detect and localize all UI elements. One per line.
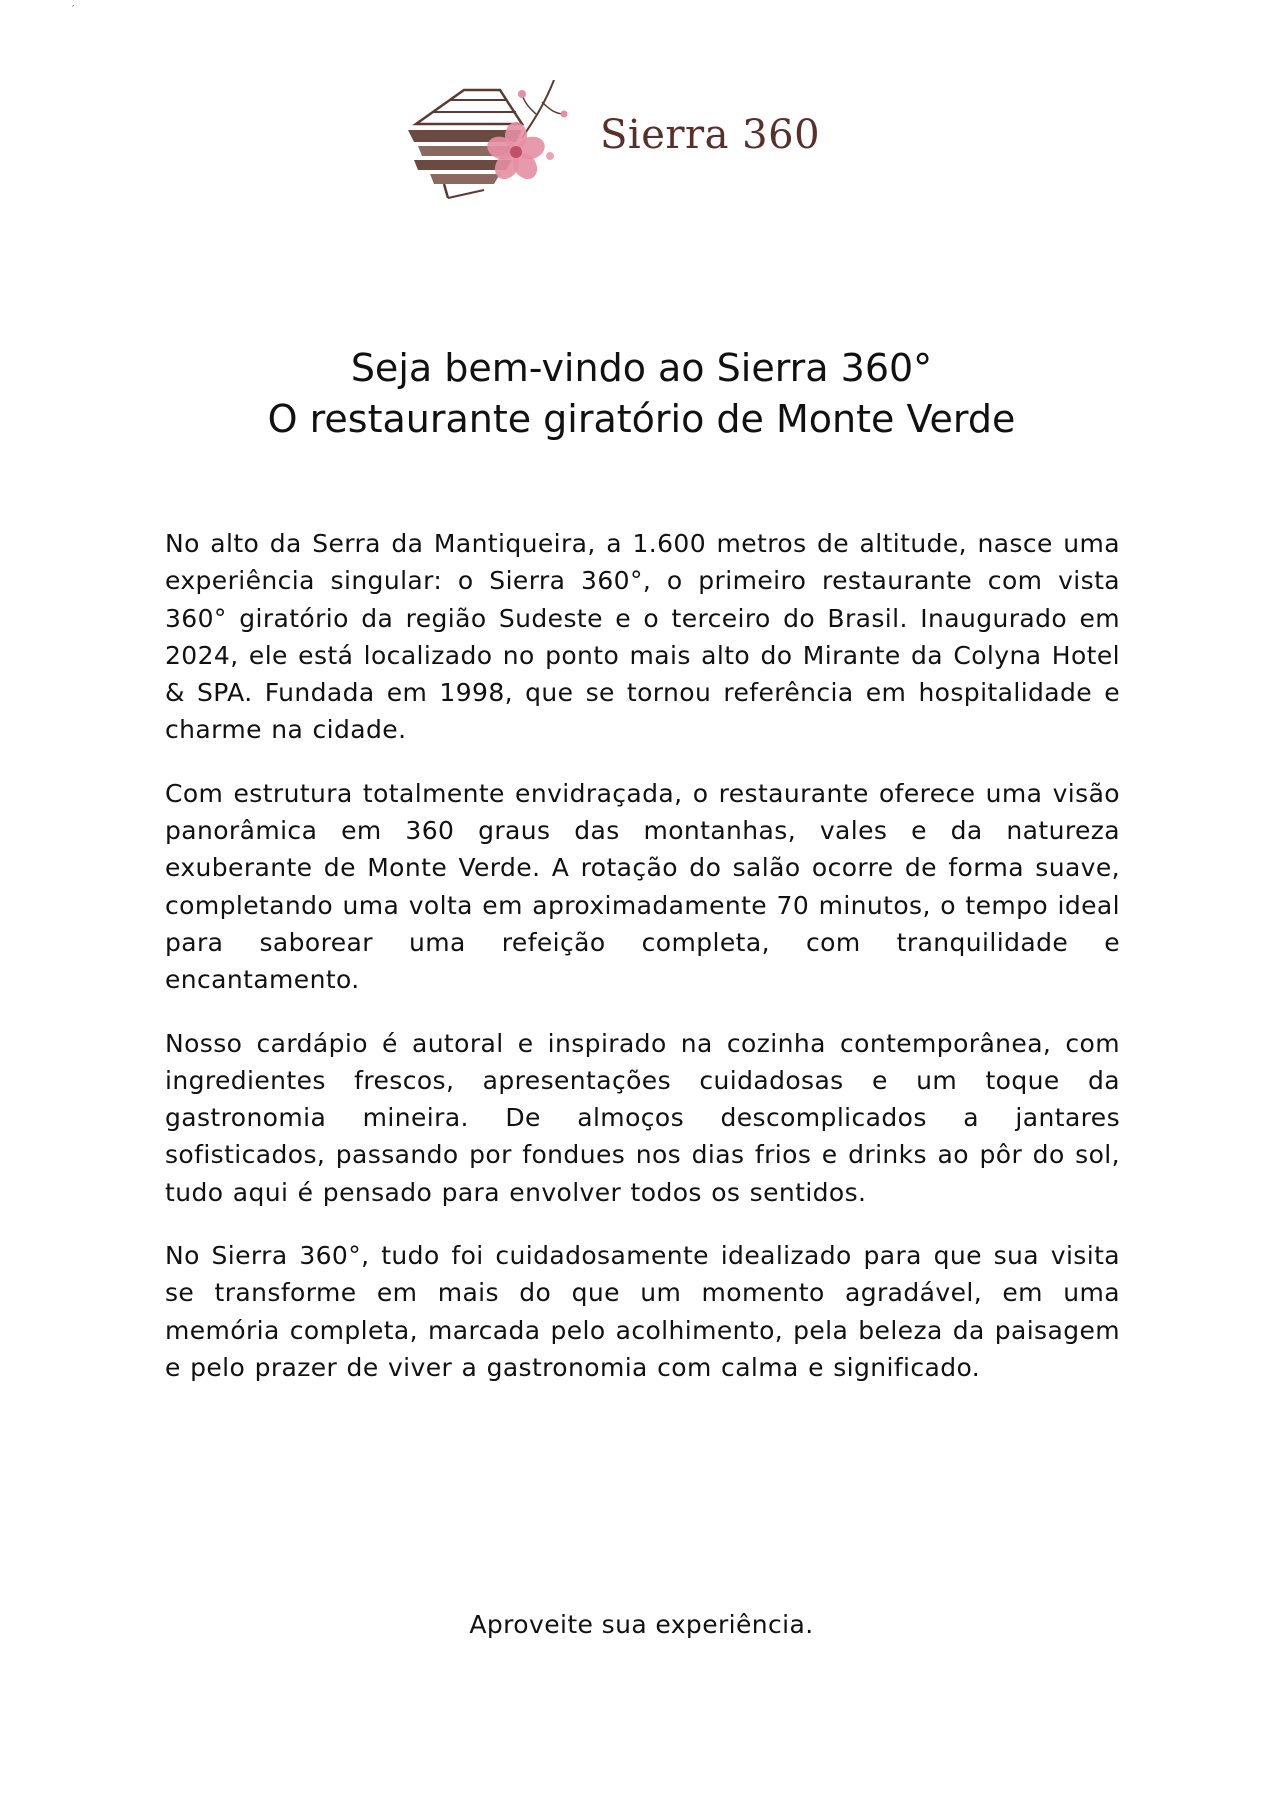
title-line-1: Seja bem-vindo ao Sierra 360° bbox=[350, 346, 933, 390]
corner-mark: ′ bbox=[72, 4, 75, 15]
page-title bbox=[0, 343, 1283, 445]
closing-line: Aproveite sua experiência. bbox=[469, 1610, 814, 1639]
paragraph-intro: No alto da Serra da Mantiqueira, a 1.600 metros de altitude, nasce uma experiência singular: o Sierra 360°, o primeiro restaurante com vista 360° giratório da região Sudeste e o terceiro do Brasil. Inaugurado em 2024, ele está localizado no ponto mais alto do Mirante da Colyna Hotel & SPA. Fundada em 1998, que se tornou referência em hospitalidade e charme na cidade. bbox=[165, 529, 1120, 745]
brand-logo bbox=[404, 80, 821, 205]
brand-name: Sierra 360 bbox=[600, 112, 821, 158]
paragraph-closing: No Sierra 360°, tudo foi cuidadosamente idealizado para que sua visita se transforme em mais do que um momento agradável, em uma memória completa, marcada pelo acolhimento, pela beleza da paisagem e pelo prazer de viver a gastronomia com calma e significado. bbox=[165, 1241, 1120, 1382]
paragraph-menu: Nosso cardápio é autoral e inspirado na cozinha contemporânea, com ingredientes frescos, apresentações cuidadosas e um toque da gastronomia mineira. De almoços descomplicados a jantares sofisticados, passando por fondues nos dias frios e drinks ao pôr do sol, tudo aqui é pensado para envolver todos os sentidos. bbox=[165, 1028, 1120, 1207]
body-text bbox=[165, 525, 1120, 1412]
paragraph-structure: Com estrutura totalmente envidraçada, o restaurante oferece uma visão panorâmica em 360 graus das montanhas, vales e da natureza exuberante de Monte Verde. A rotação do salão ocorre de forma suave, completando uma volta em aproximadamente 70 minutos, o tempo ideal para saborear uma refeição completa, com tranquilidade e encantamento. bbox=[165, 778, 1120, 995]
title-line-2: O restaurante giratório de Monte Verde bbox=[267, 397, 1016, 441]
revolving-building-with-cherry-blossom-icon bbox=[404, 80, 574, 205]
